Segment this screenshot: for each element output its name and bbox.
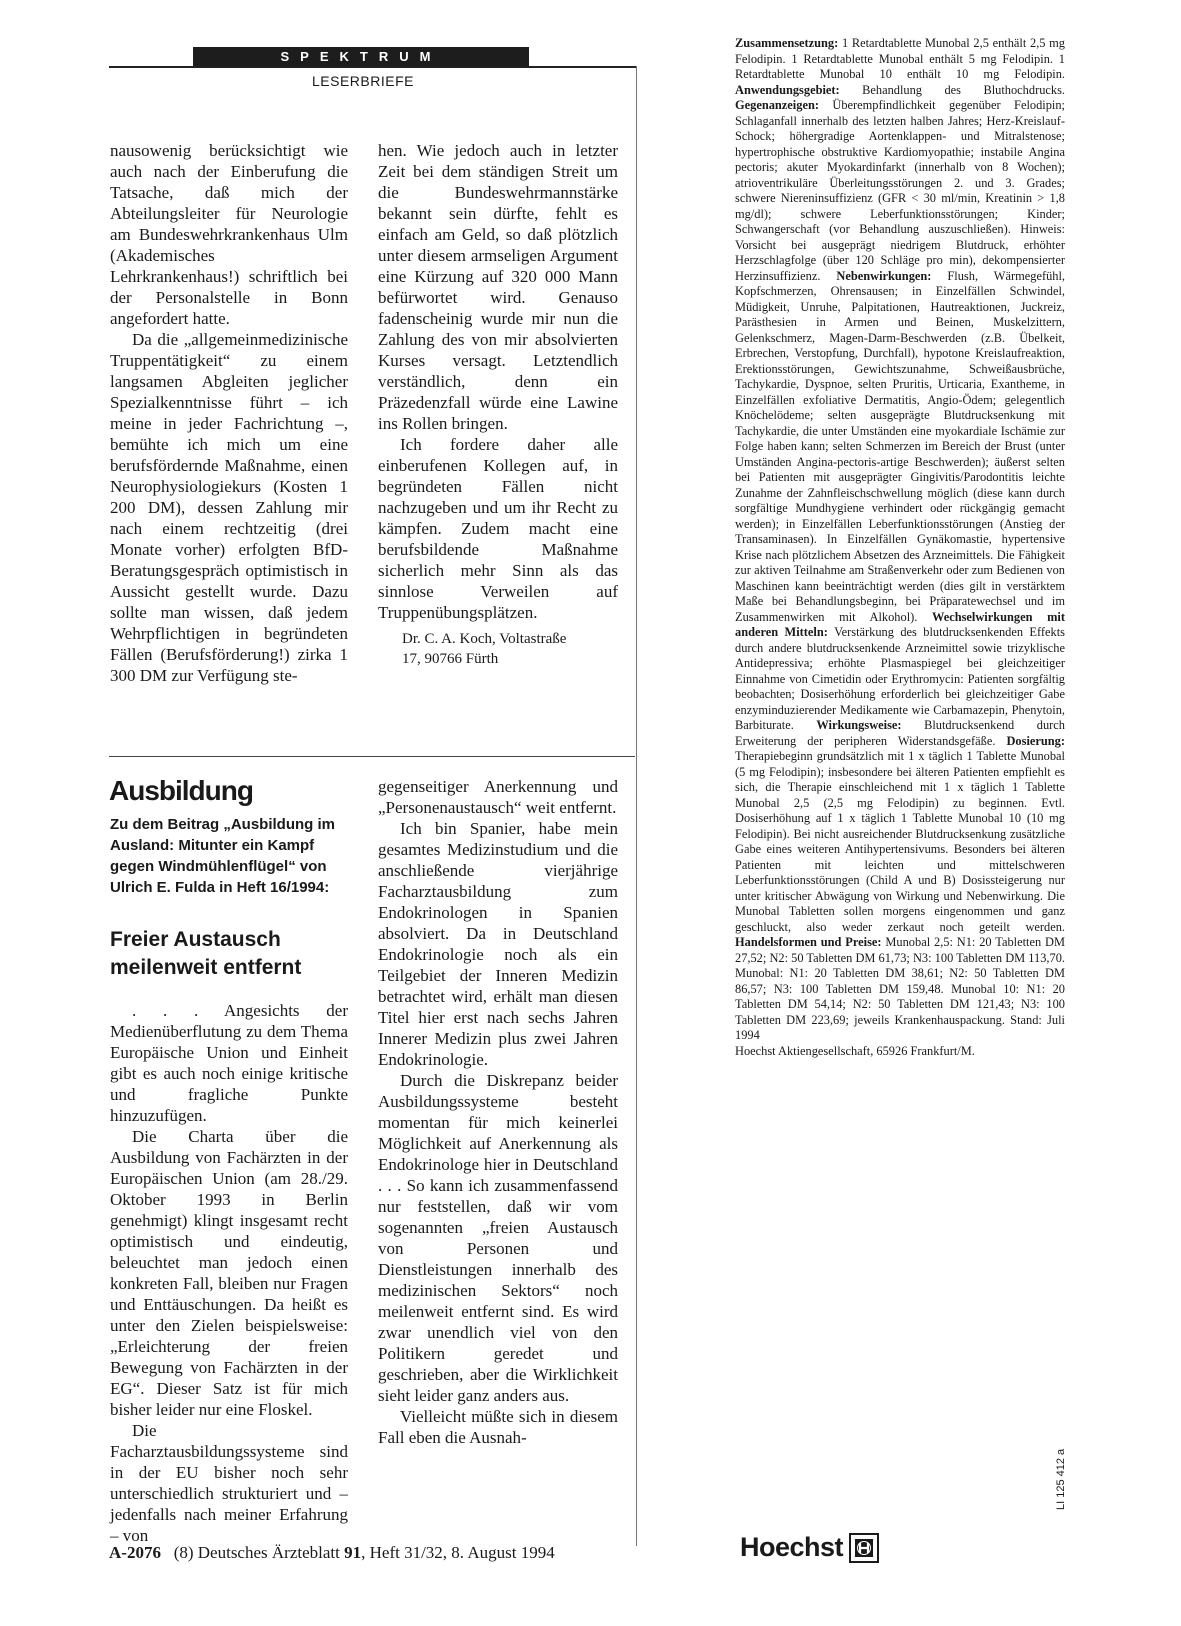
- ad-text: Munobal 2,5: N1: 20 Tabletten DM 27,52; N2: 50 Tabletten DM 61,73; N3: 100 Tabletten DM 113,70. Munobal: N1: 20 Tabletten DM 38,61; N2: 50 Tabletten DM 86,57; N3: 100 Tabletten DM 159,48. Munobal 10: N1: 20 Tabletten DM 54,14; N2: 50 Tabletten DM 121,43; N3: 100 Tabletten DM 223,69; jeweils Krankenhauspackung. Stand: Juli 1994: [735, 935, 1066, 1042]
- ad-label: Zusammensetzung:: [735, 36, 839, 50]
- hoechst-emblem-icon: [849, 1533, 879, 1563]
- citation-issue: , Heft 31/32, 8. August 1994: [361, 1543, 555, 1562]
- ad-segment: [735, 83, 1065, 97]
- letter-column-2: [378, 140, 618, 669]
- ad-text: Verstärkung des blutdrucksenkenden Effekts durch andere blutdrucksenkende Arzneimittel sowie trizyklische Antidepressiva; erhöhte Plasmaspiegel bei gleichzeitiger Einnahme von Cimetidin oder Erythromycin: Patienten sorgfältig beobachten; Dosiserhöhung erforderlich bei gleichzeitiger Gabe enzyminduzierender Medikamente wie Carbamazepin, Phenytoin, Barbiturate.: [735, 625, 1065, 732]
- paragraph: Die Facharztausbildungssysteme sind in der EU bisher noch sehr unterschiedlich strukturiert und – jedenfalls nach meiner Erfahrung – von: [110, 1421, 348, 1545]
- ad-text: 1 Retardtablette Munobal 2,5 enthält 2,5 mg Felodipin. 1 Retardtablette Munobal enthält 5 mg Felodipin. 1 Retardtablette Munobal 10 enthält 10 mg Felodipin.: [735, 36, 1065, 81]
- paragraph: Da die „allgemeinmedizinische Truppentätigkeit“ zu einem langsamen Abgleiten jeglicher Spezialkenntnisse führt – ich meine in jeder Fachrichtung –, bemühte ich mich um eine berufsfördernde Maßnahme, einen Neurophysiologiekurs (Kosten 1 200 DM), dessen Zahlung mir nach einem rechtzeitig (drei Monate vorher) erfolgten BfD-Beratungsgespräch optimistisch in Aussicht gestellt wurde. Dazu sollte man wissen, daß jedem Wehrpflichtigen in begründeten Fällen (Berufsförderung!) zirka 1 300 DM zur Verfügung ste-: [110, 330, 348, 685]
- signature-line: 17, 90766 Fürth: [402, 651, 499, 667]
- column-divider: [636, 66, 637, 1546]
- ad-segment: [735, 734, 1065, 934]
- ad-segment: [735, 36, 1065, 81]
- ad-company: Hoechst Aktiengesellschaft, 65926 Frankfurt/M.: [735, 1043, 975, 1058]
- ad-label: Gegenanzeigen:: [735, 98, 819, 112]
- logo-wordmark: Hoechst: [740, 1532, 844, 1562]
- ad-label: Handelsformen und Preise:: [735, 935, 882, 949]
- article-column-2: [378, 776, 618, 1448]
- ad-text: Therapiebeginn grundsätzlich mit 1 x täglich 1 Tablette Munobal (5 mg Felodipin); insbesondere bei älteren Patienten empfiehlt es sich, die Therapie einschleichend mit 1 x täglich 1 Tablette Munobal 2,5 (2,5 mg Felodipin) zu beginnen. Evtl. Dosiserhöhung auf 1 x täglich 1 Tablette Munobal 10 (10 mg Felodipin). Bei nicht ausreichender Blutdrucksenkung zusätzliche Gabe eines weiteren Antihypertensivums. Besonders bei älteren Patienten mit leichten und mittelschweren Leberfunktionsstörungen (Child A und B) Dosissteigerung nur unter kritischer Abwägung von Wirkung und Nebenwirkung. Die Munobal Tabletten sollen morgens eingenommen und ganz geschluckt, also weder zerkaut noch geteilt werden.: [735, 749, 1065, 934]
- paragraph: nausowenig berücksichtigt wie auch nach der Einberufung die Tatsache, daß mich der Abteilungsleiter für Neurologie am Bundeswehrkrankenhaus Ulm (Akademisches Lehrkrankenhaus!) schriftlich bei der Personalstelle in Bonn angefordert hatte.: [110, 141, 348, 328]
- ad-reference-code: LI 125 412 a: [1055, 1448, 1067, 1510]
- paragraph: gegenseitiger Anerkennung und „Personenaustausch“ weit entfernt.: [378, 777, 618, 817]
- paragraph: . . . Angesichts der Medienüberflutung zu dem Thema Europäische Union und Einheit gibt es auch noch einige kritische und fragliche Punkte hinzuzufügen.: [110, 1001, 348, 1125]
- header-rule: [109, 66, 637, 68]
- ad-label: Wechselwirkungen mit anderen Mitteln:: [735, 609, 1065, 639]
- section-header-bar: SPEKTRUM: [193, 47, 529, 67]
- section-intro: Zu dem Beitrag „Ausbildung im Ausland: Mitunter ein Kampf gegen Windmühlenflügel“ von Ulrich E. Fulda in Heft 16/1994:: [110, 816, 336, 896]
- volume-number: 91: [344, 1543, 362, 1562]
- ad-segment: [735, 610, 1065, 733]
- citation: (8) Deutsches Ärzteblatt: [173, 1543, 345, 1562]
- article-column-1: [110, 1000, 348, 1546]
- ad-label: Nebenwirkungen:: [836, 268, 932, 283]
- ad-label: Dosierung:: [1006, 733, 1065, 748]
- hoechst-logo: [740, 1532, 879, 1563]
- ad-label: Anwendungsgebiet:: [735, 82, 840, 97]
- article-headline: Freier Austausch meilenweit entfernt: [110, 928, 302, 979]
- drug-information-text: [735, 36, 1065, 1059]
- paragraph: Die Charta über die Ausbildung von Fachärzten in der Europäischen Union (am 28./29. Oktober 1993 in Berlin genehmigt) klingt insgesamt recht optimistisch und eindeutig, beleuchtet man jedoch einen konkreten Fall, bleiben nur Fragen und Enttäuschungen. Da heißt es unter den Zielen beispielsweise: „Erleichterung der freien Bewegung von Fachärzten in der EG“. Dieser Satz ist für mich bisher leider nur eine Floskel.: [110, 1127, 348, 1419]
- ad-label: Wirkungsweise:: [816, 718, 902, 732]
- paragraph: Ich bin Spanier, habe mein gesamtes Medizinstudium und die anschließende vierjährige Facharztausbildung zum Endokrinologen in Spanien absolviert. Da in Deutschland Endokrinologie noch als ein Teilgebiet der Inneren Medizin betrachtet wird, erhält man diesen Titel hier erst nach sechs Jahren Innerer Medizin plus zwei Jahren Endokrinologie.: [378, 819, 618, 1069]
- section-divider: [109, 756, 635, 757]
- section-title: Ausbildung: [109, 775, 253, 806]
- ad-text: Blutdrucksenkend durch Erweiterung der peripheren Widerstandsgefäße.: [735, 718, 1065, 748]
- letter-signature: [378, 629, 618, 669]
- paragraph: Durch die Diskrepanz beider Ausbildungssysteme besteht momentan für mich keinerlei Möglichkeit auf Anerkennung als Endokrinologe hier in Deutschland . . . So kann ich zusammenfassend nur feststellen, daß wir vom sogenannten „freien Austausch von Personen und Dienstleistungen innerhalb des medizinischen Sektors“ noch meilenweit entfernt sind. Es wird zwar unendlich viel von den Politikern geredet und geschrieben, aber die Wirklichkeit sieht leider ganz anders aus.: [378, 1071, 618, 1405]
- paragraph: hen. Wie jedoch auch in letzter Zeit bei dem ständigen Streit um die Bundeswehrmannstärke bekannt sein dürfte, fehlt es einfach am Geld, so daß plötzlich unter diesem armseligen Argument eine Kürzung auf 320 000 Mann befürwortet wird. Genauso fadenscheinig wurde mir nun die Zahlung des von mir absolvierten Kurses versagt. Letztendlich verständlich, denn ein Präzedenzfall würde eine Lawine ins Rollen bringen.: [378, 141, 618, 433]
- page-number: A-2076: [109, 1543, 161, 1562]
- paragraph: Vielleicht müßte sich in diesem Fall eben die Ausnah-: [378, 1407, 618, 1447]
- ad-segment: [735, 935, 1065, 1042]
- paragraph: Ich fordere daher alle einberufenen Kollegen auf, in begründeten Fällen nicht nachzugeben und um ihr Recht zu kämpfen. Zudem macht eine berufsbildende Maßnahme sicherlich mehr Sinn als das sinnlose Verweilen auf Truppenübungsplätzen.: [378, 435, 618, 622]
- ad-segment: [735, 98, 1065, 283]
- signature-line: Dr. C. A. Koch, Voltastraße: [402, 631, 567, 647]
- letter-column-1: [110, 140, 348, 686]
- ad-text: Behandlung des Bluthochdrucks.: [839, 82, 1065, 97]
- ad-text: Überempfindlichkeit gegenüber Felodipin; Schlaganfall innerhalb des letzten halben Jahres; Herz-Kreislauf-Schock; höhergradige Aortenklappen- und Mitralstenose; hypertrophische obstruktive Kardiomyopathie; instabile Angina pectoris; akuter Myokardinfarkt (innerhalb von 8 Wochen); atrioventrikuläre Überleitungsstörungen 2. und 3. Grades; schwere Niereninsuffizienz (GFR < 30 ml/min, Kreatinin > 1,8 mg/dl); schwere Leberfunktionsstörungen; Kinder; Schwangerschaft (vor Behandlung auszuschließen). Hinweis: Vorsicht bei ausgeprägt niedrigem Blutdruck, erhöhter Herzschlagfolge (über 120 Schläge pro min), dekompensierter Herzinsuffizienz.: [735, 98, 1065, 283]
- ad-segment: [735, 269, 1065, 624]
- ad-text: Flush, Wärmegefühl, Kopfschmerzen, Ohrensausen; in Einzelfällen Schwindel, Müdigkeit, Unruhe, Palpitationen, Hautreaktionen, Juckreiz, Parästhesien in Armen und Beinen, Muskelzittern, Gelenkschmerz, Magen-Darm-Beschwerden (z.B. Übelkeit, Erbrechen, Verstopfung, Durchfall), hypotone Kreislaufreaktion, Erektionsstörungen, Gewichtszunahme, Schweißausbrüche, Tachykardie, Dyspnoe, selten Pruritis, Urticaria, Exantheme, in Einzelfällen exfoliative Dermatitis, Angio-Ödem; gelegentlich Knöchelödeme; selten ausgeprägte Blutdrucksenkung mit Tachykardie, die unter Umständen eine myokardiale Ischämie zur Folge haben kann; selten Schmerzen im Bereich der Brust (unter Umständen Angina-pectoris-artige Beschwerden); äußerst selten bei Patienten mit ausgeprägter Gingivitis/Parodontitis leichte Zunahme der Zahnfleischschwellung möglich (diese kann durch sorgfältige Mundhygiene verhindert oder rückgängig gemacht werden); in Einzelfällen Leberfunktionsstörungen (Anstieg der Transaminasen). In Einzelfällen Gynäkomastie, hypertensive Krise nach plötzlichem Absetzen des Arzneimittels. Die Fähigkeit zur aktiven Teilnahme am Straßenverkehr oder zum Bedienen von Maschinen kann beeinträchtigt werden (dies gilt in verstärktem Maße bei Behandlungsbeginn, bei Präparatewechsel und im Zusammenwirken mit Alkohol).: [735, 268, 1065, 624]
- page-footer: [109, 1543, 555, 1563]
- subsection-label: LESERBRIEFE: [312, 73, 414, 89]
